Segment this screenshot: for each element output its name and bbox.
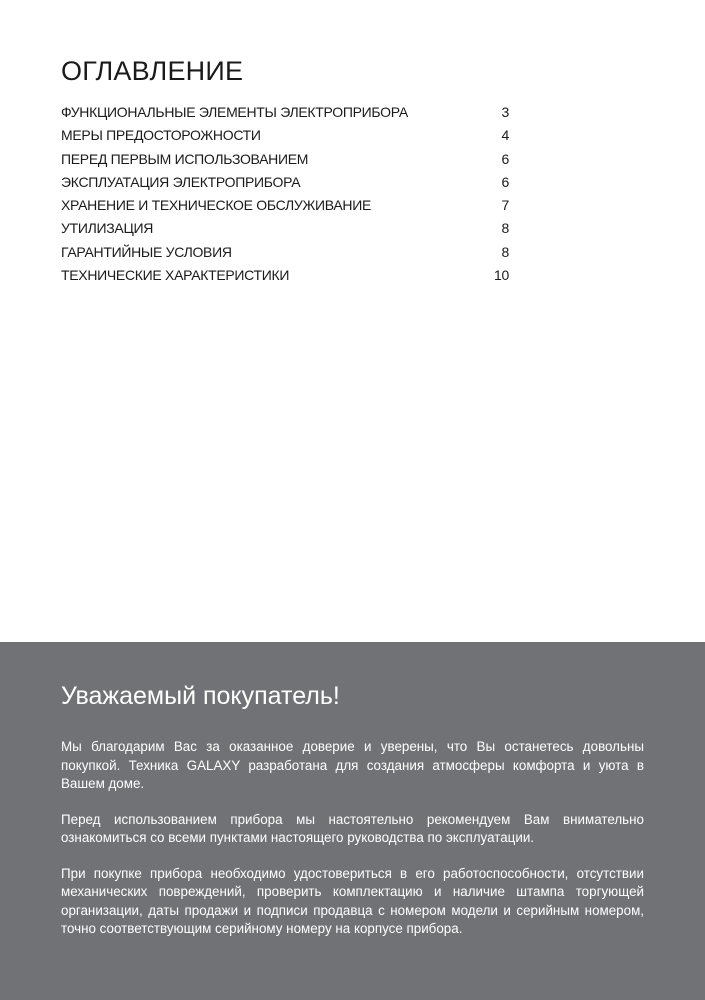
toc-entry-page: 4 (501, 127, 509, 144)
greeting-paragraph: При покупке прибора необходимо удостовериться в его работоспособности, отсутствии механических повреждений, проверить комплектацию и наличие штампа торгующей организации, даты продажи и подписи продавца с номером модели и серийным номером, точно соответствующим серийному номеру на корпусе прибора. (61, 865, 644, 936)
toc-title: ОГЛАВЛЕНИЕ (61, 56, 244, 86)
toc-entry-page: 6 (501, 150, 509, 167)
toc-entry-label: ХРАНЕНИЕ И ТЕХНИЧЕСКОЕ ОБСЛУЖИВАНИЕ (61, 197, 372, 214)
toc-entry-label: ЭКСПЛУАТАЦИЯ ЭЛЕКТРОПРИБОРА (61, 173, 301, 190)
toc-list (61, 101, 511, 287)
toc-entry-page: 6 (501, 173, 509, 190)
toc-entry-page: 8 (501, 220, 509, 237)
table-of-contents (61, 55, 511, 287)
toc-entry[interactable] (61, 194, 511, 217)
toc-entry-page: 3 (501, 104, 509, 120)
toc-entry[interactable] (61, 241, 511, 264)
toc-entry-label: ПЕРЕД ПЕРВЫМ ИСПОЛЬЗОВАНИЕМ (61, 150, 309, 167)
customer-greeting-panel (0, 642, 705, 1000)
greeting-paragraph: Мы благодарим Вас за оказанное доверие и уверены, что Вы останетесь довольны покупкой. Техника GALAXY разработана для создания атмосферы комфорта и уюта в Вашем доме. (61, 739, 644, 791)
toc-entry-label: ФУНКЦИОНАЛЬНЫЕ ЭЛЕМЕНТЫ ЭЛЕКТРОПРИБОРА (61, 104, 408, 120)
greeting-paragraph: Перед использованием прибора мы настоятельно рекомендуем Вам внимательно ознакомиться со всеми пунктами настоящего руководства по эксплуатации. (61, 811, 644, 845)
toc-entry[interactable] (61, 148, 511, 171)
toc-entry[interactable] (61, 171, 511, 194)
toc-entry-page: 8 (501, 243, 509, 260)
toc-entry-label: ТЕХНИЧЕСКИЕ ХАРАКТЕРИСТИКИ (61, 267, 290, 284)
toc-entry[interactable] (61, 124, 511, 147)
greeting-title: Уважаемый покупатель! (61, 682, 340, 710)
toc-entry[interactable] (61, 264, 511, 287)
toc-entry[interactable] (61, 101, 511, 124)
toc-entry-page: 7 (501, 197, 509, 214)
toc-entry-page: 10 (494, 267, 509, 284)
toc-entry-label: МЕРЫ ПРЕДОСТОРОЖНОСТИ (61, 127, 261, 144)
toc-entry-label: ГАРАНТИЙНЫЕ УСЛОВИЯ (61, 243, 232, 260)
toc-entry[interactable] (61, 217, 511, 240)
toc-entry-label: УТИЛИЗАЦИЯ (61, 220, 154, 237)
